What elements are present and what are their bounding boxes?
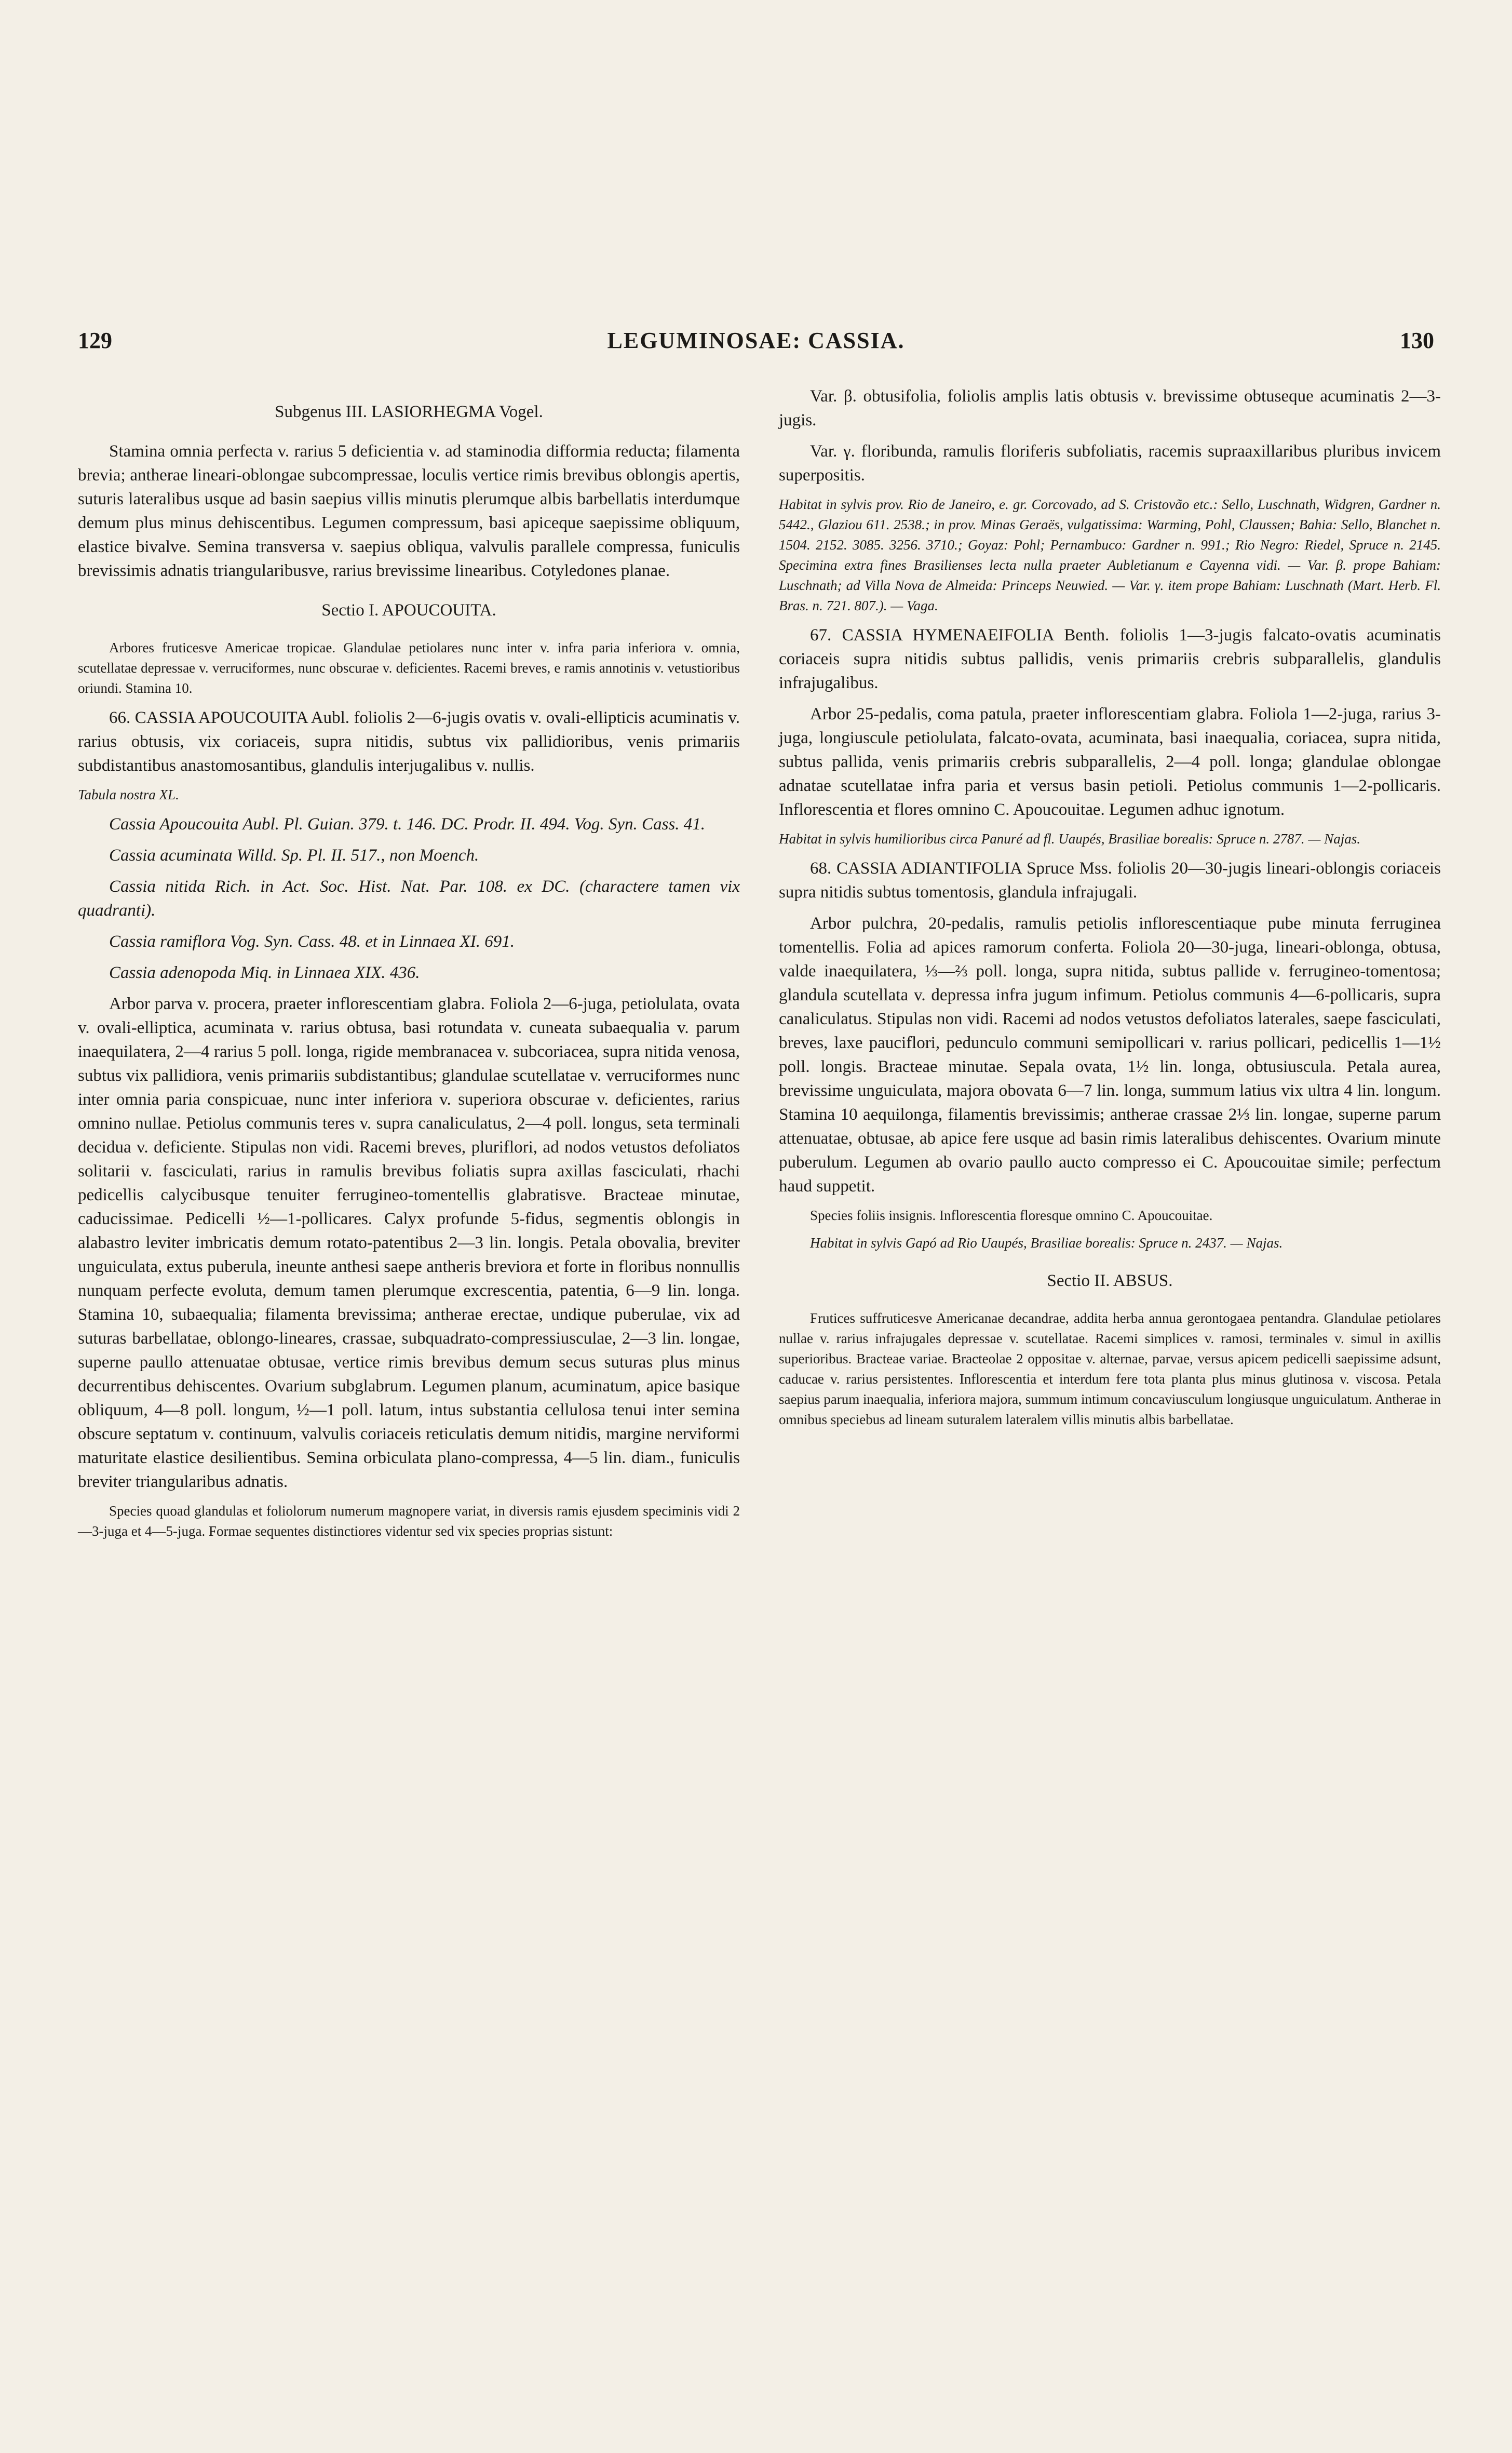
paragraph: Arbores fruticesve Americae tropicae. Glandulae petiolares nunc inter v. infra paria inferiora v. omnia, scutellatae depressae v. verruciformes, nunc obscurae v. deficientes. Racemi breves, e ramis annotinis v. vetustioribus oriundi. Stamina 10.	[78, 640, 740, 696]
left-column	[78, 384, 740, 1549]
paragraph: Arbor parva v. procera, praeter inflorescentiam glabra. Foliola 2—6-juga, petiolulata, ovata v. ovali-elliptica, acuminata v. rarius obtusa, basi rotundata v. cuneata subaequalia v. parum inaequilatera, 2—4 rarius 5 poll. longa, rigide membranacea v. subcoriacea, supra nitida venosa, subtus vix pallidiora, venis primariis subdistantibus; glandulae scutellatae v. verruciformes nunc inter omnia paria conspicuae, nunc inter inferiora v. superiora obscurae v. deficientes, rarius omnino nullae. Petiolus communis teres v. supra canaliculatus, 2—4 poll. longus, seta terminali decidua v. deficiente. Stipulas non vidi. Racemi breves, pluriflori, ad nodos vetustos defoliatos solitarii v. fasciculati, rarius in ramulis brevibus foliatis supra axillas fasciculati, rhachi pedicellis calycibusque tenuiter ferrugineo-tomentellis glabratisve. Bracteae minutae, caducissimae. Pedicelli ½—1-pollicares. Calyx profunde 5-fidus, segmentis oblongis in alabastro leviter imbricatis demum rotato-patentibus 2—3 lin. longis. Petala obovalia, breviter unguiculata, extus puberula, ineunte anthesi saepe antheris breviora et forte in floribus nonnullis nunquam perfecte evoluta, demum tamen plerumque excrescentia, patentia, 6—9 lin. longa. Stamina 10, subaequalia; filamenta brevissima; antherae erectae, undique puberulae, vix ad suturas barbellatae, oblongo-lineares, crassae, subquadrato-compressiusculae, 2—3 lin. longae, superne paullo attenuatae obtusae, vertice rimis brevibus demum secus suturas plus minus decurrentibus dehiscentes. Ovarium subglabrum. Legumen planum, acuminatum, apice basique obliquum, 4—8 poll. longum, ½—1 poll. latum, intus substantia cellulosa tenui inter semina obscure septatum v. continuum, valvulis coriaceis reticulatis demum nitidis, margine nerviformi maturitate elastice desilientibus. Semina orbiculata plano-compressa, 4—5 lin. diam., funiculis breviter triangularibus adnatis.	[78, 995, 740, 1491]
paragraph: Cassia Apoucouita Aubl. Pl. Guian. 379. t. 146. DC. Prodr. II. 494. Vog. Syn. Cass. 41.	[109, 815, 706, 834]
paragraph: Stamina omnia perfecta v. rarius 5 deficientia v. ad staminodia difformia reducta; filamenta brevia; antherae lineari-oblongae subcompressae, loculis vertice rimis brevibus oblongis apertis, suturis lateralibus usque ad basin saepius villis minutis plerumque albis barbellatis interdumque demum plus minus dehiscentibus. Legumen compressum, basi apiceque saepissime obliquum, elastice bivalve. Semina transversa v. saepius obliqua, valvulis parallele compressa, funiculis brevissimis adnatis triangularibusve, rarius brevissime linearibus. Cotyledones planae.	[78, 442, 740, 580]
paragraph: Habitat in sylvis prov. Rio de Janeiro, e. gr. Corcovado, ad S. Cristovão etc.: Sello, Luschnath, Widgren, Gardner n. 5442., Glaziou 611. 2538.; in prov. Minas Geraës, vulgatissima: Warming, Pohl, Claussen; Bahia: Sello, Blanchet n. 1504. 2152. 3085. 3256. 3710.; Goyaz: Pohl; Pernambuco: Gardner n. 991.; Rio Negro: Riedel, Spruce n. 2145. Specimina extra fines Brasilienses lecta nulla praeter Aubletianum e Cayenna vidi. — Var. β. prope Bahiam: Luschnath; ad Villa Nova de Almeida: Princeps Neuwied. — Var. γ. item prope Bahiam: Luschnath (Mart. Herb. Fl. Bras. n. 721. 807.). — Vaga.	[779, 497, 1441, 613]
paragraph: Cassia nitida Rich. in Act. Soc. Hist. Nat. Par. 108. ex DC. (charactere tamen vix quadranti).	[78, 877, 740, 920]
page-number-right: 130	[1400, 328, 1434, 353]
page-header	[78, 327, 1434, 369]
paragraph: Sectio I. APOUCOUITA.	[321, 601, 496, 620]
paragraph: Arbor pulchra, 20-pedalis, ramulis petiolis inflorescentiaque pube minuta ferruginea tomentellis. Folia ad apices ramorum conferta. Foliola 20—30-juga, lineari-oblonga, obtusa, valde inaequilatera, ⅓—⅔ poll. longa, supra nitida, subtus pallide v. ferrugineo-tomentosa; glandula scutellata v. depressa infra jugum infimum. Petiolus communis 4—6-pollicaris, supra canaliculatus. Stipulas non vidi. Racemi ad nodos vetustos defoliatos laterales, saepe fasciculati, breves, laxe pauciflori, pedunculo communi semipollicari v. rarius pollicari, pedicellis 1—1½ poll. longis. Bracteae minutae. Sepala ovata, 1½ lin. longa, obtusiuscula. Petala aurea, brevissime unguiculata, majora obovata 6—7 lin. longa, summum latius vix ultra 4 lin. longum. Stamina 10 aequilonga, filamentis brevissimis; antherae crassae 2⅓ lin. longae, superne parum attenuatae, obtusae, ab apice fere usque ad basin rimis lateralibus dehiscentes. Ovarium minute puberulum. Legumen ab ovario paullo aucto compresso ei C. Apoucouitae simile; perfectum haud suppetit.	[779, 914, 1441, 1196]
paragraph: 66. CASSIA APOUCOUITA Aubl. foliolis 2—6-jugis ovatis v. ovali-ellipticis acuminatis v. rarius obtusis, vix coriaceis, supra nitidis, subtus vix pallidioribus, venis primariis subdistantibus anastomosantibus, glandulis interjugalibus v. nullis.	[78, 708, 740, 775]
paragraph: Tabula nostra XL.	[78, 787, 179, 802]
paragraph: Frutices suffruticesve Americanae decandrae, addita herba annua gerontogaea pentandra. Glandulae petiolares nullae v. rarius infrajugales depressae v. scutellatae. Racemi simplices v. ramosi, terminales v. simul in axillis superioribus. Bracteae variae. Bracteolae 2 oppositae v. alternae, parvae, versus apicem pedicelli saepissime adsunt, caducae v. rarius persistentes. Inflorescentia et interdum fere tota planta plus minus glutinosa v. viscosa. Petala saepius parum inaequalia, inferiora majora, summum intimum concaviusculum longiusque unguiculatum. Antherae in omnibus speciebus ad lineam suturalem lateralem villis minutis albis barbellatae.	[779, 1310, 1441, 1427]
paragraph: Cassia adenopoda Miq. in Linnaea XIX. 436.	[109, 963, 420, 982]
page-number-left: 129	[78, 328, 112, 353]
paragraph: Arbor 25-pedalis, coma patula, praeter inflorescentiam glabra. Foliola 1—2-juga, rarius 3-juga, longiuscule petiolulata, falcato-ovata, acuminata, basi inaequalia, coriacea, supra nitida, subtus pallida, venis primariis crebris subparallelis, 2—4 poll. longa; glandulae oblongae adnatae scutellatae infra paria et versus basin petioli. Petiolus communis 1—2-pollicaris. Inflorescentia et flores omnino C. Apoucouitae. Legumen adhuc ignotum.	[779, 705, 1441, 819]
running-title: LEGUMINOSAE: CASSIA.	[607, 328, 905, 353]
paragraph: Cassia acuminata Willd. Sp. Pl. II. 517., non Moench.	[109, 846, 479, 865]
right-column	[779, 384, 1441, 1437]
paragraph: Cassia ramiflora Vog. Syn. Cass. 48. et in Linnaea XI. 691.	[109, 932, 515, 951]
paragraph: Species foliis insignis. Inflorescentia floresque omnino C. Apoucouitae.	[810, 1208, 1213, 1223]
paragraph: Species quoad glandulas et foliolorum numerum magnopere variat, in diversis ramis ejusdem speciminis vidi 2—3-juga et 4—5-juga. Formae sequentes distinctiores videntur sed vix species proprias sistunt:	[78, 1503, 740, 1539]
paragraph: Var. γ. floribunda, ramulis floriferis subfoliatis, racemis supraaxillaribus pluribus invicem superpositis.	[779, 442, 1441, 485]
paragraph: Sectio II. ABSUS.	[1047, 1271, 1173, 1290]
paragraph: Habitat in sylvis Gapó ad Rio Uaupés, Brasiliae borealis: Spruce n. 2437. — Najas.	[810, 1235, 1283, 1251]
paragraph: Var. β. obtusifolia, foliolis amplis latis obtusis v. brevissime obtuseque acuminatis 2—3-jugis.	[779, 387, 1441, 430]
paragraph: 68. CASSIA ADIANTIFOLIA Spruce Mss. foliolis 20—30-jugis lineari-oblongis coriaceis supra nitidis subtus tomentosis, glandula infrajugali.	[779, 859, 1441, 902]
paragraph: Habitat in sylvis humilioribus circa Panuré ad fl. Uaupés, Brasiliae borealis: Spruce n. 2787. — Najas.	[779, 831, 1360, 847]
paragraph: 67. CASSIA HYMENAEIFOLIA Benth. foliolis 1—3-jugis falcato-ovatis acuminatis coriaceis supra nitidis subtus pallidis, venis primariis crebris subparallelis, glandulis infrajugalibus.	[779, 626, 1441, 692]
paragraph: Subgenus III. LASIORHEGMA Vogel.	[275, 403, 543, 421]
